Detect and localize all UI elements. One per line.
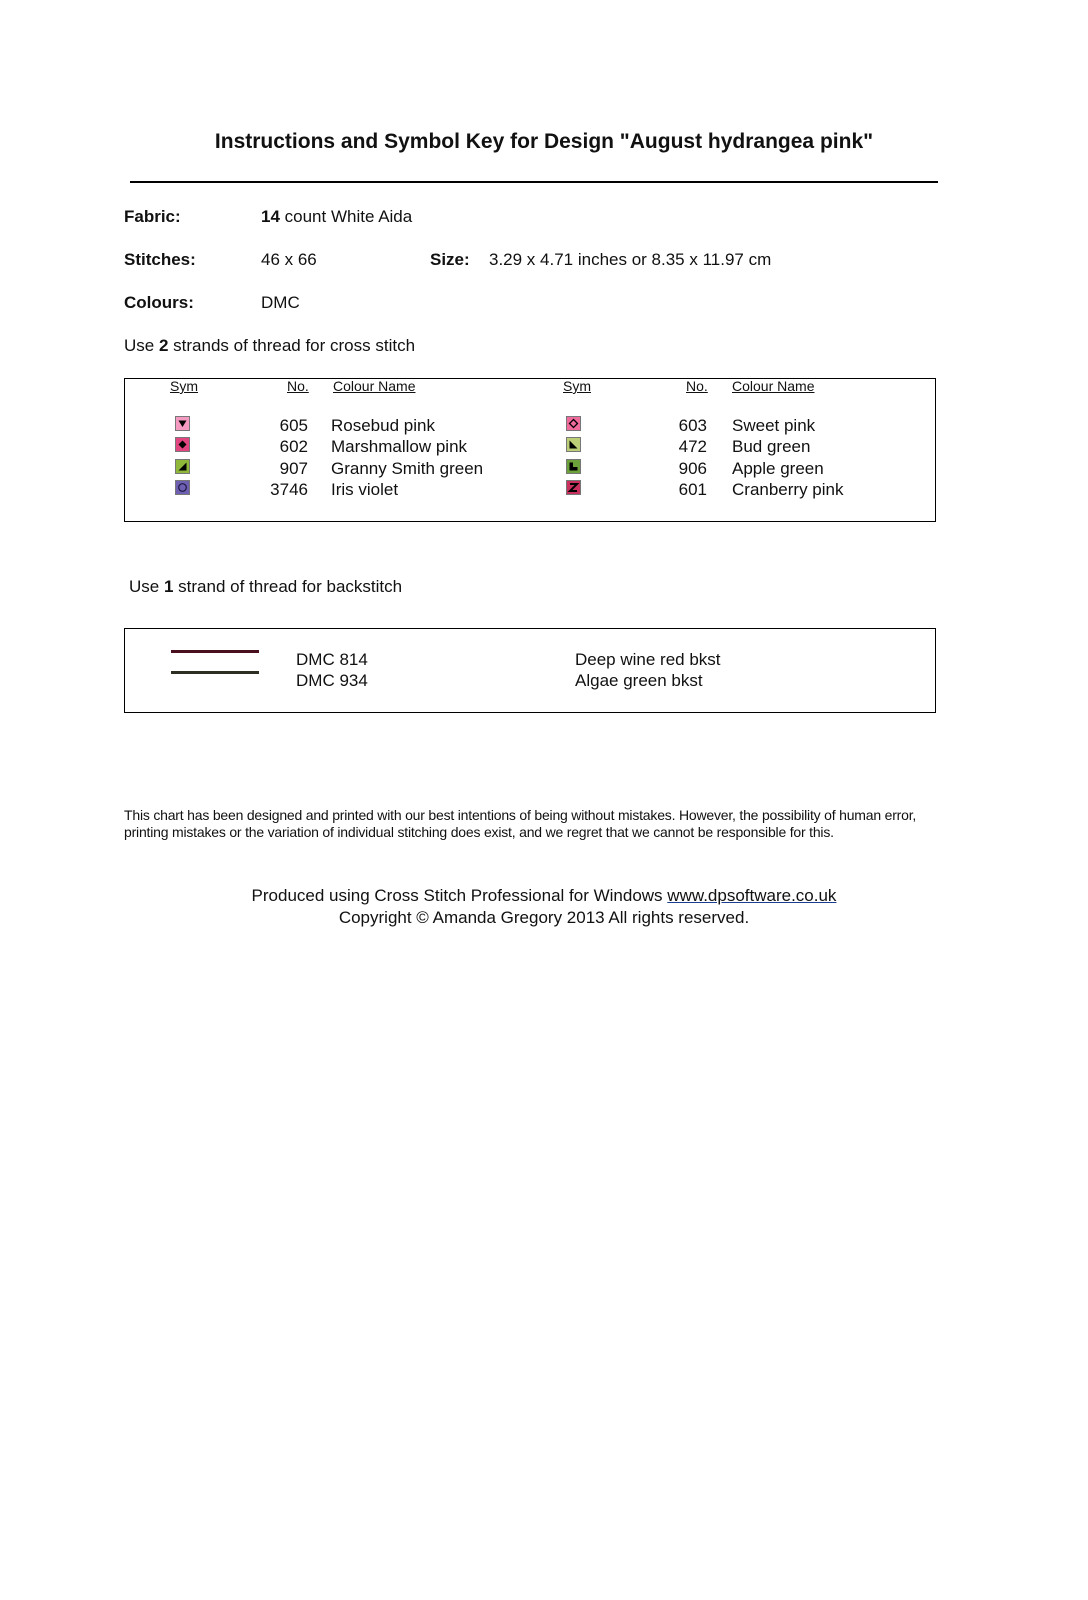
- thread-number: 601: [678, 480, 707, 499]
- credit-text: Produced using Cross Stitch Professional for Windows: [251, 886, 668, 905]
- software-credit: [0, 886, 1088, 906]
- diamond-outline-icon: [566, 416, 581, 431]
- header-name-left: Colour Name: [333, 378, 416, 394]
- fabric-label: Fabric:: [124, 207, 181, 226]
- backstitch-code: DMC 814: [296, 650, 368, 669]
- thread-name: Marshmallow pink: [331, 437, 468, 456]
- header-sym-right: Sym: [563, 378, 591, 394]
- copyright-text: Copyright © Amanda Gregory 2013 All rights reserved.: [338, 908, 750, 927]
- backstitch-line-swatch: [171, 671, 259, 674]
- back-note-post: strand of thread for backstitch: [173, 577, 403, 596]
- back-note-pre: Use: [129, 577, 164, 596]
- backstitch-note: [129, 577, 402, 597]
- fabric-count: 14: [261, 207, 280, 226]
- triangle-down-icon: [175, 416, 190, 431]
- disclaimer-text: This chart has been designed and printed with our best intentions of being without mistakes. However, the possibility of human error, printing mistakes or the variation of individual stitching does exist, and we regret that we cannot be responsible for this.: [124, 807, 917, 840]
- thread-number: 472: [678, 437, 707, 456]
- thread-number: 603: [678, 416, 707, 435]
- backstitch-code: DMC 934: [296, 671, 368, 690]
- symbol-key-table: [124, 378, 936, 522]
- cross-note-post: strands of thread for cross stitch: [168, 336, 416, 355]
- cross-note-strands: 2: [158, 336, 169, 355]
- thread-name: Sweet pink: [732, 416, 816, 435]
- corner-triangle-icon: [175, 459, 190, 474]
- header-name-right: Colour Name: [732, 378, 815, 394]
- colours-label: Colours:: [124, 293, 194, 312]
- z-letter-icon: [566, 480, 581, 495]
- header-no-right: No.: [686, 378, 708, 394]
- thread-name: Bud green: [732, 437, 811, 456]
- dpsoftware-link[interactable]: www.dpsoftware.co.uk: [667, 886, 837, 905]
- thread-name: Iris violet: [331, 480, 399, 499]
- backstitch-line-swatch: [171, 650, 259, 653]
- corner-wedge-icon: [566, 437, 581, 452]
- cross-stitch-note: [124, 336, 415, 356]
- thread-number: 605: [279, 416, 308, 435]
- stitches-value: 46 x 66: [261, 250, 317, 269]
- thread-name: Cranberry pink: [732, 480, 844, 499]
- back-note-strands: 1: [163, 577, 174, 596]
- thread-name: Granny Smith green: [331, 459, 484, 478]
- backstitch-name: Deep wine red bkst: [575, 650, 721, 669]
- header-sym-left: Sym: [170, 378, 198, 394]
- header-no-left: No.: [287, 378, 309, 394]
- thread-name: Rosebud pink: [331, 416, 435, 435]
- diamond-icon: [175, 437, 190, 452]
- thread-number: 602: [279, 437, 308, 456]
- thread-number: 907: [279, 459, 308, 478]
- thread-number: 3746: [270, 480, 308, 499]
- size-value: 3.29 x 4.71 inches or 8.35 x 11.97 cm: [489, 250, 772, 269]
- cross-note-pre: Use: [124, 336, 159, 355]
- l-shape-icon: [566, 459, 581, 474]
- stitches-label: Stitches:: [124, 250, 196, 269]
- fabric-type: count White Aida: [279, 207, 413, 226]
- thread-name: Apple green: [732, 459, 824, 478]
- circle-icon: [175, 480, 190, 495]
- colours-value: DMC: [261, 293, 300, 312]
- backstitch-name: Algae green bkst: [575, 671, 703, 690]
- title-divider: [130, 181, 938, 183]
- thread-number: 906: [678, 459, 707, 478]
- page-title: Instructions and Symbol Key for Design "August hydrangea pink": [214, 130, 874, 153]
- size-label: Size:: [430, 250, 470, 269]
- fabric-value: [261, 207, 412, 227]
